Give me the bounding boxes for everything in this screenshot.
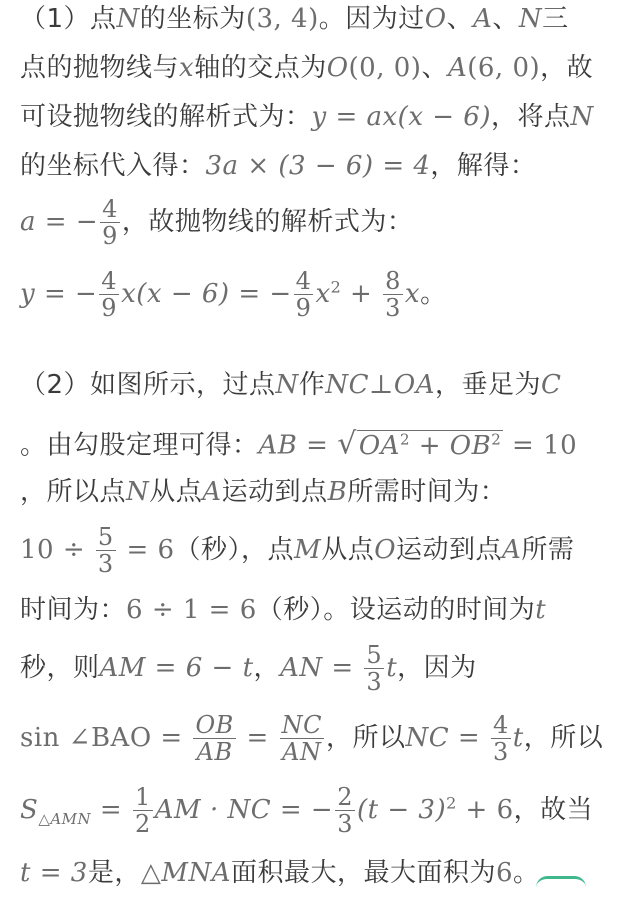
math: N — [518, 4, 543, 34]
text: 可设抛物线的解析式为： — [20, 102, 312, 132]
math: B — [327, 477, 348, 507]
text: （2）如图所示，过点 — [20, 370, 276, 400]
math: y = − — [20, 279, 98, 309]
text: ，所以点 — [20, 477, 127, 507]
math: (3, 4) — [245, 4, 319, 34]
denominator: AN — [282, 738, 322, 766]
solution-line-11 — [20, 593, 546, 627]
math: 6 ÷ 1 = 6 — [126, 595, 257, 625]
math: AM = 6 − t — [99, 653, 254, 683]
math: x(x − 6) = − — [121, 279, 292, 309]
denominator: 9 — [102, 222, 118, 250]
math: AN = — [280, 653, 363, 683]
math: O — [326, 53, 349, 83]
denominator: 2 — [135, 810, 151, 838]
fraction — [383, 268, 403, 321]
numerator: 1 — [135, 783, 151, 811]
math: = — [91, 795, 131, 825]
fraction — [100, 196, 120, 249]
math: A — [473, 4, 493, 34]
numerator: 4 — [492, 711, 509, 739]
math: A — [502, 535, 522, 565]
text: 的坐标为 — [139, 4, 246, 34]
solution-line-8 — [20, 422, 577, 463]
denominator: 3 — [97, 550, 114, 578]
numerator: 4 — [295, 267, 312, 295]
solution-line-13 — [20, 712, 603, 765]
math: OA — [358, 430, 400, 461]
text: ，故抛物线的解析式为： — [121, 207, 414, 237]
math: y = ax(x − 6) — [311, 102, 491, 132]
text: ，故 — [540, 53, 594, 83]
text: 所需时间为： — [347, 477, 507, 507]
fraction — [335, 784, 355, 837]
math: 3a × (3 − 6) = 4 — [205, 151, 431, 181]
text: ，垂足为 — [435, 370, 542, 400]
solution-line-15 — [20, 856, 540, 890]
math: t — [512, 723, 524, 753]
solution-line-9 — [20, 475, 506, 509]
fraction — [491, 712, 511, 765]
math: (t − 3) — [357, 795, 447, 825]
math: N — [116, 4, 140, 34]
radicand — [357, 430, 503, 461]
numerator: 8 — [385, 267, 401, 295]
radical-sign: √ — [337, 426, 357, 462]
math: O — [374, 535, 397, 565]
text: ，将点 — [491, 102, 571, 132]
text: 点的抛物线与 — [20, 53, 180, 83]
text: 从点 — [321, 535, 375, 565]
math: x — [179, 53, 195, 83]
math: AM · NC = − — [154, 795, 334, 825]
solution-line-12 — [20, 642, 477, 695]
text: 时间为： — [20, 595, 127, 625]
text: 三 — [542, 4, 569, 34]
exponent: 2 — [446, 793, 457, 813]
math: A — [202, 477, 222, 507]
text: 、 — [446, 4, 474, 34]
text: ，所以 — [523, 723, 604, 753]
text: 运动到点 — [221, 477, 328, 507]
text: 的坐标代入得： — [20, 151, 206, 181]
denominator: 3 — [492, 738, 509, 766]
text: 运动到点 — [396, 535, 503, 565]
fraction — [99, 268, 119, 321]
denominator: 9 — [101, 294, 118, 322]
math: + 6 — [456, 795, 514, 825]
solution-line-6 — [20, 268, 447, 321]
math: = 6 — [117, 535, 175, 565]
math: NC⊥OA — [325, 370, 435, 400]
text: 从点 — [149, 477, 203, 507]
math: = — [237, 723, 278, 753]
solution-line-7 — [20, 368, 561, 402]
math: (0, 0) — [348, 53, 422, 83]
text: ，因为 — [397, 653, 477, 683]
solution-line-10 — [20, 524, 574, 577]
numerator: 4 — [101, 267, 118, 295]
math: a = − — [20, 207, 99, 237]
math: NC = — [405, 723, 489, 753]
numerator: 5 — [366, 641, 383, 669]
math: C — [541, 370, 562, 400]
text: （秒），点 — [174, 535, 295, 565]
numerator: 4 — [102, 195, 118, 223]
math: O — [424, 4, 447, 34]
solution-line-1 — [20, 2, 569, 36]
text: 。 — [420, 279, 447, 309]
exponent: 2 — [399, 430, 410, 448]
math: N — [570, 102, 594, 132]
exponent: 2 — [491, 430, 502, 448]
numerator: OB — [195, 711, 234, 739]
text: ，故当 — [513, 795, 594, 825]
math: x — [315, 279, 331, 309]
text: 。因为过 — [318, 4, 425, 34]
text: （秒）。设运动的时间为 — [256, 595, 536, 625]
math: S — [20, 795, 39, 825]
text: 、 — [492, 4, 519, 34]
math: AB = — [258, 430, 338, 461]
text: ，解得： — [430, 151, 537, 181]
square-root — [337, 422, 503, 463]
solution-line-3 — [20, 100, 594, 134]
solution-line-2 — [20, 51, 593, 85]
text: 轴的交点为 — [194, 53, 327, 83]
text: 。由勾股定理可得： — [20, 430, 259, 461]
denominator: 3 — [385, 294, 401, 322]
denominator: 3 — [366, 668, 383, 696]
text: ，所以 — [325, 723, 406, 753]
solution-line-14 — [20, 784, 593, 837]
math: t = 3 — [20, 858, 88, 888]
numerator: 5 — [97, 523, 114, 551]
fraction — [280, 712, 324, 765]
fraction — [96, 524, 116, 577]
denominator: 3 — [337, 810, 353, 838]
math: 6 — [496, 858, 514, 888]
math: + — [341, 279, 382, 309]
math: N — [126, 477, 150, 507]
fraction — [294, 268, 314, 321]
text: 秒，则 — [20, 653, 100, 683]
text: 。 — [513, 858, 540, 888]
math: x — [404, 279, 421, 309]
fraction — [193, 712, 235, 765]
subscript: △AMN — [38, 810, 92, 829]
math: + OB — [409, 430, 492, 461]
math: N — [275, 370, 299, 400]
numerator: NC — [281, 711, 322, 739]
math: M — [294, 535, 322, 565]
text: 作 — [298, 370, 326, 400]
math: △MNA — [140, 858, 231, 888]
text: 、 — [421, 53, 448, 83]
solution-line-4 — [20, 149, 536, 183]
math: A — [447, 53, 468, 83]
text: ， — [253, 653, 281, 683]
denominator: AB — [196, 738, 233, 766]
math: (6, 0) — [467, 53, 541, 83]
math: t — [535, 595, 547, 625]
exponent: 2 — [330, 277, 342, 297]
text: 所需 — [521, 535, 575, 565]
text: （1）点 — [20, 4, 117, 34]
numerator: 2 — [337, 783, 353, 811]
fraction — [133, 784, 153, 837]
math: sin ∠BAO = — [20, 723, 192, 753]
math: = 10 — [503, 430, 578, 461]
math: t — [386, 653, 398, 683]
math: 10 ÷ — [20, 535, 94, 565]
fraction — [364, 642, 384, 695]
text: 是， — [87, 858, 141, 888]
denominator: 9 — [295, 294, 312, 322]
text: 面积最大，最大面积为 — [230, 858, 496, 888]
solution-line-5 — [20, 196, 413, 249]
